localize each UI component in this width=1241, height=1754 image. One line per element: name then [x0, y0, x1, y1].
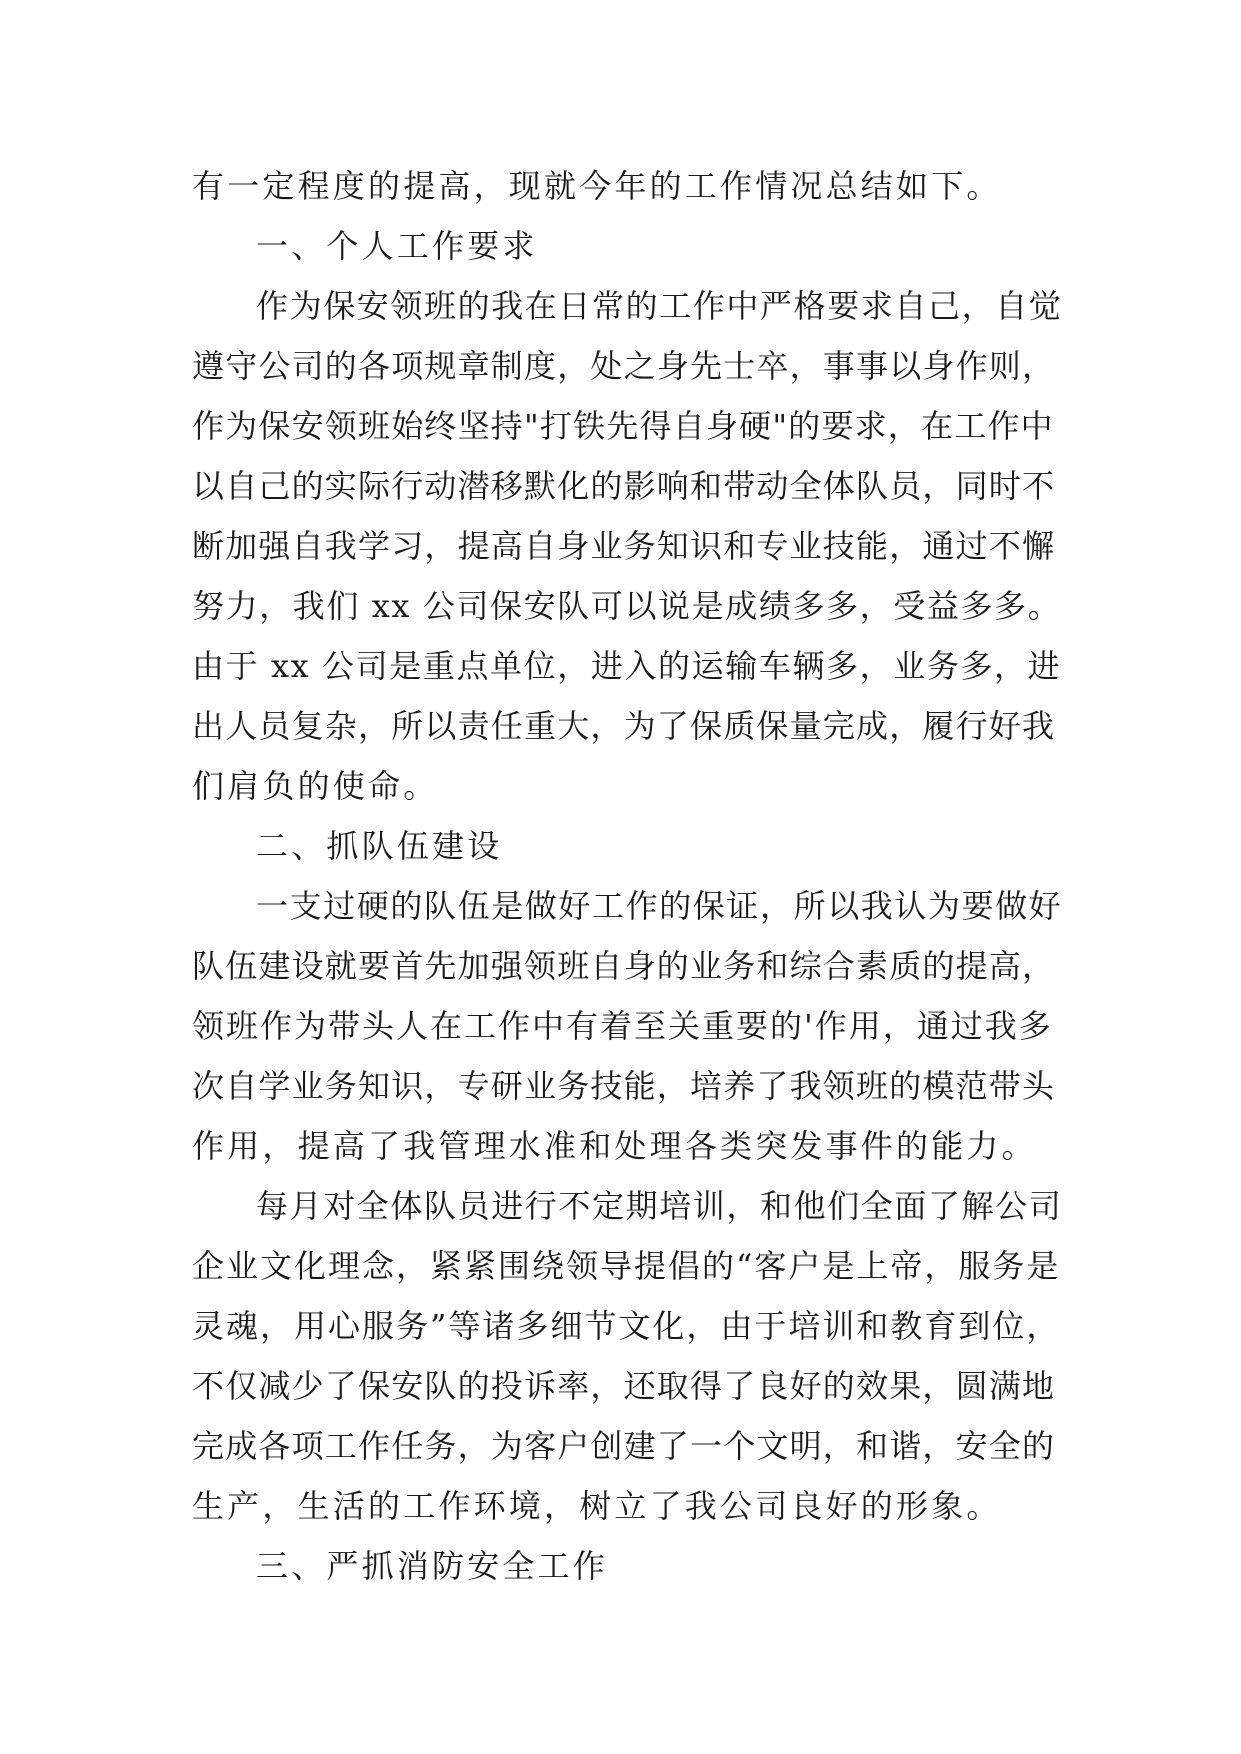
text-line: 由于 xx 公司是重点单位，进入的运输车辆多，业务多，进 [192, 647, 1062, 685]
text-line: 以自己的实际行动潜移默化的影响和带动全体队员，同时不 [192, 467, 1056, 505]
text-line: 遵守公司的各项规章制度，处之身先士卒，事事以身作则， [192, 347, 1056, 385]
text-line: 作为保安领班的我在日常的工作中严格要求自己，自觉 [256, 287, 1063, 325]
text-line: 队伍建设就要首先加强领班自身的业务和综合素质的提高， [192, 947, 1056, 985]
text-line: 努力，我们 xx 公司保安队可以说是成绩多多，受益多多。 [192, 587, 1062, 625]
text-line: 不仅减少了保安队的投诉率，还取得了良好的效果，圆满地 [192, 1367, 1056, 1405]
text-line: 们肩负的使命。 [192, 767, 439, 805]
text-line: 断加强自我学习，提高自身业务知识和专业技能，通过不懈 [192, 527, 1056, 565]
text-line: 领班作为带头人在工作中有着至关重要的'作用，通过我多 [192, 1007, 1053, 1045]
text-line: 生产，生活的工作环境，树立了我公司良好的形象。 [192, 1487, 1002, 1525]
section-heading: 三、严抓消防安全工作 [256, 1547, 609, 1585]
text-line: 完成各项工作任务，为客户创建了一个文明，和谐，安全的 [192, 1427, 1056, 1465]
text-line: 企业文化理念，紧紧围绕领导提倡的“客户是上帝，服务是 [192, 1247, 1061, 1285]
text-line: 灵魂，用心服务”等诸多细节文化，由于培训和教育到位， [192, 1307, 1061, 1345]
section-heading: 二、抓队伍建设 [256, 827, 503, 865]
text-line: 有一定程度的提高，现就今年的工作情况总结如下。 [192, 167, 1002, 205]
text-line: 出人员复杂，所以责任重大，为了保质保量完成，履行好我 [192, 707, 1056, 745]
text-line: 一支过硬的队伍是做好工作的保证，所以我认为要做好 [256, 887, 1063, 925]
section-heading: 一、个人工作要求 [256, 227, 538, 265]
text-line: 次自学业务知识，专研业务技能，培养了我领班的模范带头 [192, 1067, 1056, 1105]
text-line: 作用，提高了我管理水准和处理各类突发事件的能力。 [192, 1127, 1037, 1165]
text-line: 作为保安领班始终坚持"打铁先得自身硬"的要求，在工作中 [192, 407, 1054, 445]
text-line: 每月对全体队员进行不定期培训，和他们全面了解公司 [256, 1187, 1063, 1225]
